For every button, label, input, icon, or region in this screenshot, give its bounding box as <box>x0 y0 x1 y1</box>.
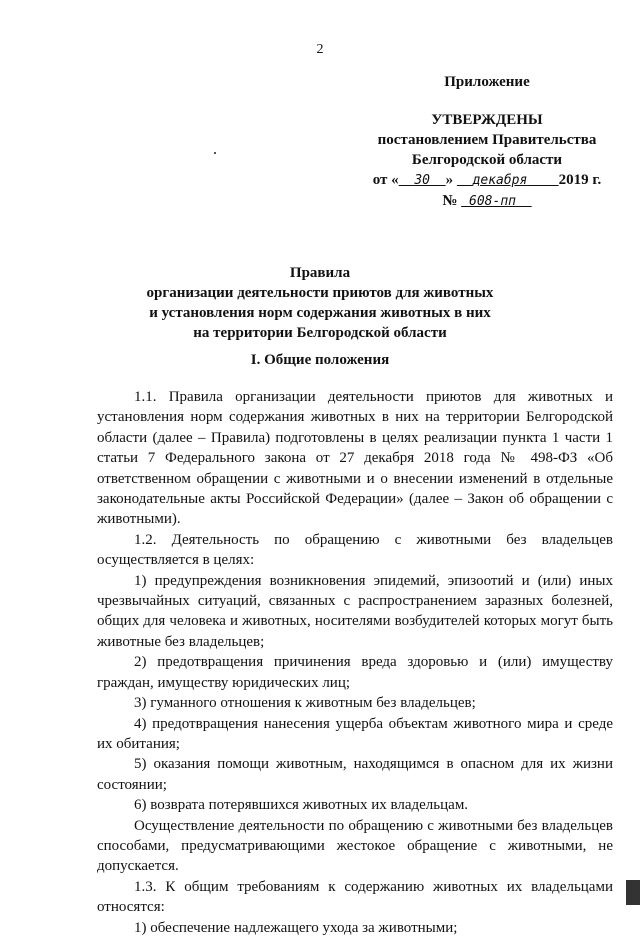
number-value: 608-пп <box>469 194 516 209</box>
page-number: 2 <box>316 42 324 57</box>
paragraph: 3) гуманного отношения к животным без владельцев; <box>134 695 476 712</box>
paragraph: 6) возврата потерявшихся животных их владельцам. <box>134 797 469 814</box>
document-body <box>97 387 613 938</box>
year-value: 2019 г. <box>558 172 602 188</box>
paragraph: 5) оказания помощи животным, находящимся в опасном для их жизни состоянии; <box>97 756 613 793</box>
approval-number <box>372 191 602 212</box>
approval-line-1: постановлением Правительства <box>377 132 597 148</box>
scan-speck <box>214 152 216 154</box>
section-heading: I. Общие положения <box>250 352 390 368</box>
scan-edge-mark <box>626 880 640 905</box>
paragraph: 2) предотвращения причинения вреда здоровью и (или) имуществу граждан, имуществу юридических лиц; <box>97 654 613 691</box>
document-title <box>90 263 550 343</box>
approval-date <box>372 170 602 191</box>
title-line-1: Правила <box>289 265 351 281</box>
approval-block <box>372 72 602 212</box>
date-mid: » <box>445 172 454 188</box>
appendix-label: Приложение <box>444 74 530 90</box>
paragraph: 1.3. К общим требованиям к содержанию животных их владельцами относятся: <box>97 878 613 916</box>
paragraph: 1.1. Правила организации деятельности приютов для животных и установления норм содержания животных в них на территории Белгородской области (далее – Правила) подготовлены в целях реализации пункта 1 части 1 статьи 7 Федерального закона от 27 декабря 2018 года № 498-ФЗ «Об ответственном обращении с животными и о внесении изменений в отдельные законодательные акты Российской Федерации» (далее – Закон об обращении с животными). <box>97 389 613 528</box>
paragraph: 4) предотвращения нанесения ущерба объектам животного мира и среде их обитания; <box>97 715 613 752</box>
handwritten-number <box>461 194 531 209</box>
approval-line-2: Белгородской области <box>411 152 563 168</box>
month-value: декабря <box>472 173 528 188</box>
paragraph: Осуществление деятельности по обращению с животными без владельцев способами, предусматривающими жестокое обращение с животными, не допускается. <box>97 817 613 875</box>
approved-heading: УТВЕРЖДЕНЫ <box>431 112 543 128</box>
day-value: 30 <box>414 173 430 188</box>
number-prefix: № <box>442 193 458 209</box>
title-line-4: на территории Белгородской области <box>193 325 447 341</box>
title-line-3: и установления норм содержания животных в них <box>149 305 491 321</box>
paragraph: 1.2. Деятельность по обращению с животными без владельцев осуществляется в целях: <box>97 531 613 569</box>
date-prefix: от « <box>372 172 399 188</box>
paragraph: 1) обеспечение надлежащего ухода за животными; <box>134 919 458 936</box>
paragraph: 1) предупреждения возникновения эпидемий, эпизоотий и (или) иных чрезвычайных ситуаций, связанных с распространением заразных болезней, общих для человека и животных, носителями возбудителей которых могут быть животные без владельцев; <box>97 572 613 650</box>
title-line-2: организации деятельности приютов для животных <box>146 285 494 301</box>
handwritten-day <box>399 173 446 188</box>
handwritten-month <box>457 173 559 188</box>
